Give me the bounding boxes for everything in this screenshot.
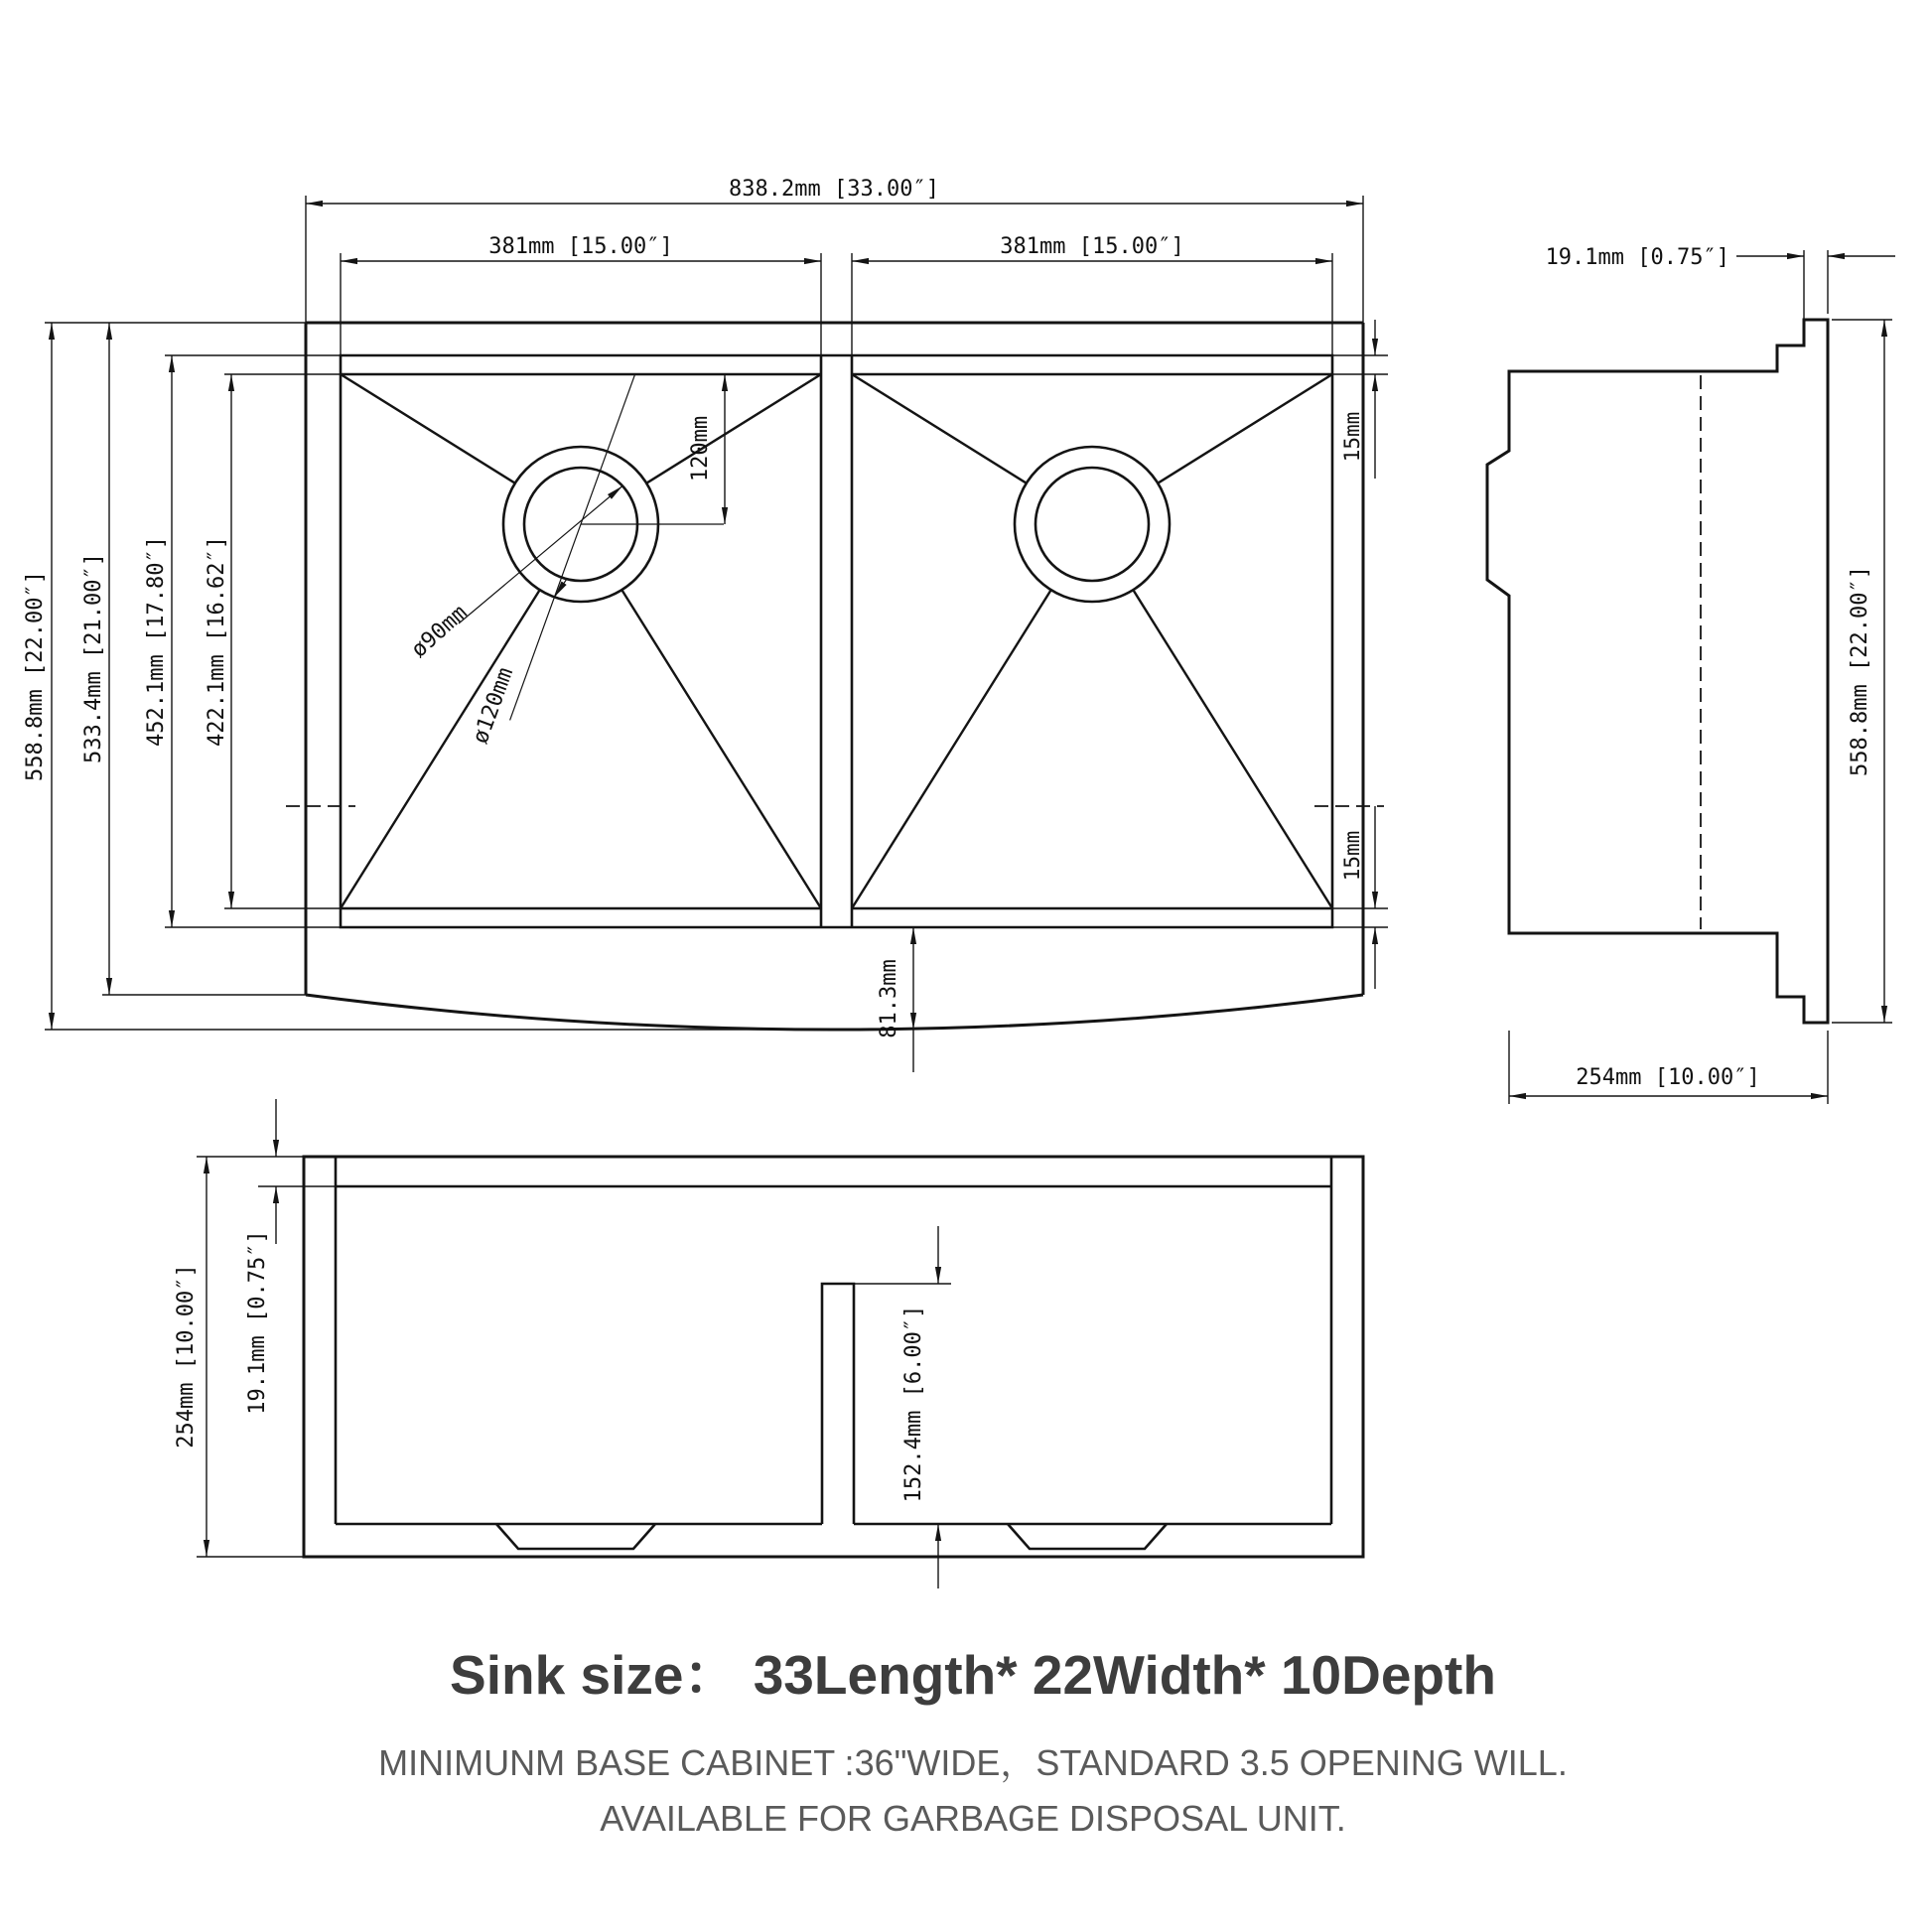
front-right-drain-boss <box>1008 1524 1167 1549</box>
drain-right-inner-circle <box>1035 468 1149 581</box>
dim-bowl-depth-inner: 422.1mm [16.62″] <box>205 536 229 747</box>
dim-body-depth: 533.4mm [21.00″] <box>81 553 106 763</box>
front-dim-height: 254mm [10.00″] <box>174 1264 199 1449</box>
footer <box>378 1644 1568 1839</box>
side-ext-lip <box>1804 250 1828 340</box>
front-divider-slot <box>822 1284 854 1524</box>
dim-bowl-right-width: 381mm [15.00″] <box>1000 234 1184 259</box>
side-outline <box>1487 320 1828 1023</box>
plan-view <box>23 177 1388 1072</box>
dim-bowl-depth-outer: 452.1mm [17.80″] <box>144 536 169 747</box>
dim-overall-depth: 558.8mm [22.00″] <box>23 571 48 781</box>
dim-bowl-left-width: 381mm [15.00″] <box>488 234 673 259</box>
dim-flange-bottom: 15mm <box>1340 830 1364 882</box>
ext-flange-top <box>1332 355 1388 374</box>
side-dim-depth: 558.8mm [22.00″] <box>1848 566 1872 776</box>
side-dim-lip: 19.1mm [0.75″] <box>1545 245 1729 270</box>
ext-overall-width <box>306 196 1363 323</box>
ext-flange-bottom <box>1332 908 1388 927</box>
dim-apron-height: 81.3mm <box>877 959 901 1038</box>
front-dim-lip: 19.1mm [0.75″] <box>245 1230 270 1415</box>
dim-overall-width: 838.2mm [33.00″] <box>729 177 939 202</box>
front-outer-rect <box>304 1157 1363 1557</box>
dim-flange-top: 15mm <box>1340 411 1364 463</box>
ext-bowl-widths <box>341 253 1332 355</box>
plan-rim-rect <box>341 355 1332 927</box>
side-view <box>1487 245 1895 1104</box>
bowl-right-diagonals <box>852 374 1332 908</box>
side-dim-height: 254mm [10.00″] <box>1576 1065 1760 1090</box>
drain-right-outer-circle <box>1015 447 1170 602</box>
dim-drain-offset: 120mm <box>688 415 713 483</box>
front-left-drain-boss <box>496 1524 655 1549</box>
cabinet-note: MINIMUNM BASE CABINET :36"WIDE，STANDARD 3.5 OPENING WILL. <box>378 1742 1568 1783</box>
drain-d90-leader <box>459 486 622 624</box>
sink-size-title: Sink size： 33Length* 22Width* 10Depth <box>450 1644 1496 1706</box>
disposal-note: AVAILABLE FOR GARBAGE DISPOSAL UNIT. <box>600 1798 1346 1839</box>
front-view <box>174 1099 1363 1588</box>
front-dim-divider: 152.4mm [6.00″] <box>901 1305 926 1503</box>
plan-apron-curve <box>306 995 1363 1030</box>
dim-drain-d90: ø90mm <box>406 600 473 663</box>
dim-drain-d120: ø120mm <box>468 664 519 748</box>
